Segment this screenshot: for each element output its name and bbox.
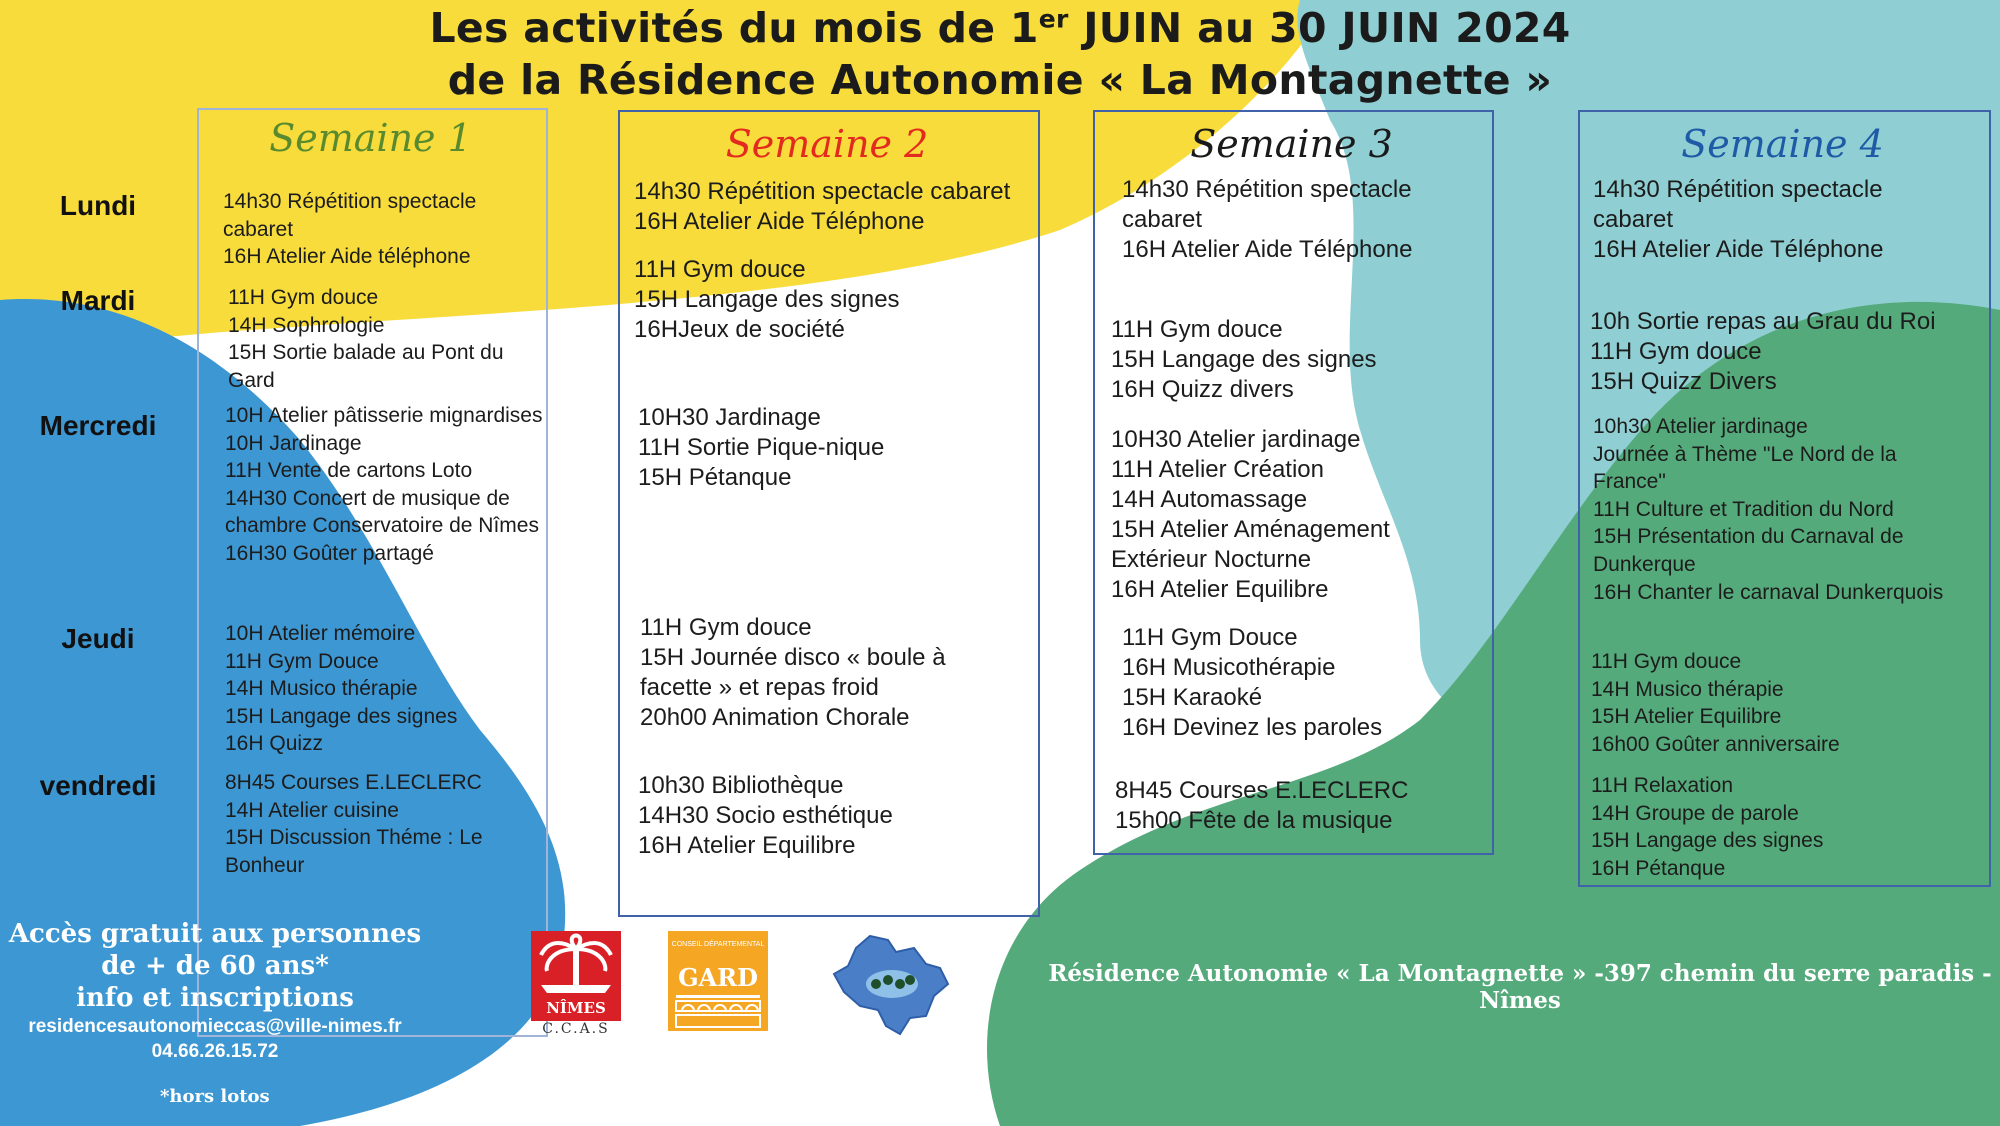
activity-item: Journée à Thème "Le Nord de la France" xyxy=(1593,442,1897,494)
activity-item: 11H Gym douce xyxy=(228,286,379,309)
nimes-ccas-logo xyxy=(531,931,621,1021)
activity-item: 10H30 Jardinage xyxy=(638,404,821,431)
activity-item: 15H Langage des signes xyxy=(225,704,458,728)
title-sup: er xyxy=(1038,4,1069,34)
activity-item: 15H Langage des signes xyxy=(1111,346,1377,373)
activity-item: 10h30 Atelier jardinage xyxy=(1593,415,1808,438)
activity-item: 11H Relaxation xyxy=(1591,774,1734,797)
activity-item: 10h30 Bibliothèque xyxy=(638,772,844,799)
activity-item: 15H Journée disco « boule à facette » et repas froid xyxy=(640,644,946,701)
activity-item: 15H Atelier Equilibre xyxy=(1591,705,1782,729)
week-4-jeudi xyxy=(1591,648,1971,758)
title-text-a: Les activités du mois de 1 xyxy=(429,4,1039,52)
activity-item: 15H Pétanque xyxy=(638,464,792,491)
pont-du-gard-icon xyxy=(668,991,768,1031)
activity-item: 16h00 Goûter anniversaire xyxy=(1591,732,1840,756)
activity-item: 16H Atelier Aide Téléphone xyxy=(1593,236,1884,263)
title-line-1 xyxy=(0,4,2000,52)
week-2-lundi xyxy=(634,177,1034,237)
week-1-mardi xyxy=(228,284,538,394)
activity-item: 15H Discussion Théme : Le Bonheur xyxy=(225,826,483,877)
activity-item: 14h30 Répétition spectacle cabaret xyxy=(634,178,1011,205)
gard-map-icon xyxy=(830,930,955,1040)
activity-item: 15H Atelier Aménagement Extérieur Nocturne xyxy=(1111,516,1390,573)
week-1-mercredi xyxy=(225,402,545,568)
week-2-mardi xyxy=(634,255,1024,345)
activity-item: 14H30 Concert de musique de chambre Conservatoire de Nîmes xyxy=(225,486,539,538)
activity-item: 16H Musicothérapie xyxy=(1122,654,1336,681)
activity-item: 16H Atelier Aide Téléphone xyxy=(1122,236,1413,263)
activity-item: 14H Groupe de parole xyxy=(1591,801,1799,825)
gard-logo-text: GARD xyxy=(678,963,758,992)
week-4-heading: Semaine 4 xyxy=(1681,122,1884,166)
activity-item: 10h Sortie repas au Grau du Roi xyxy=(1590,308,1936,335)
palm-crocodile-icon xyxy=(531,931,621,1001)
activity-item: 11H Atelier Création xyxy=(1111,456,1324,483)
activity-item: 11H Gym Douce xyxy=(1122,624,1298,651)
activity-item: 15H Sortie balade au Pont du Gard xyxy=(228,341,504,392)
activity-item: 11H Gym douce xyxy=(634,256,806,283)
activity-item: 8H45 Courses E.LECLERC xyxy=(1115,777,1409,804)
day-label-vendredi: vendredi xyxy=(39,770,157,801)
activity-item: 16H Quizz xyxy=(225,732,324,756)
week-3-lundi xyxy=(1122,175,1462,265)
access-info xyxy=(0,918,430,1064)
activity-item: 16H Atelier Equilibre xyxy=(638,832,856,859)
activity-item: 10H Atelier mémoire xyxy=(225,622,416,645)
activity-item: 11H Gym douce xyxy=(1111,316,1283,343)
day-label-jeudi: Jeudi xyxy=(61,623,135,654)
week-2-mercredi xyxy=(638,403,1018,493)
week-3-heading: Semaine 3 xyxy=(1190,122,1393,166)
activity-item: 10H Atelier pâtisserie mignardises xyxy=(225,404,543,427)
footnote: *hors lotos xyxy=(160,1086,270,1107)
activity-item: 14H Musico thérapie xyxy=(1591,677,1784,701)
week-1-lundi xyxy=(223,188,533,271)
activity-item: 10H30 Atelier jardinage xyxy=(1111,426,1361,453)
activity-item: 11H Culture et Tradition du Nord xyxy=(1593,497,1894,521)
access-line-3: info et inscriptions xyxy=(76,983,354,1013)
day-label-mercredi: Mercredi xyxy=(39,410,157,441)
activity-item: 14H Atelier cuisine xyxy=(225,798,399,822)
activity-item: 16H Chanter le carnaval Dunkerquois xyxy=(1593,580,1944,604)
activity-item: 20h00 Animation Chorale xyxy=(640,704,910,731)
gard-logo-small-text: CONSEIL DÉPARTEMENTAL xyxy=(671,941,765,948)
week-3-vendredi xyxy=(1115,776,1475,836)
activity-item: 11H Gym Douce xyxy=(225,649,379,673)
activity-item: 16H Devinez les paroles xyxy=(1122,714,1383,741)
week-3-jeudi xyxy=(1122,623,1472,743)
activity-item: 16H Atelier Equilibre xyxy=(1111,576,1329,603)
activity-item: 11H Vente de cartons Loto xyxy=(225,459,473,483)
activity-item: 14h30 Répétition spectacle cabaret xyxy=(1593,176,1883,233)
week-4-mardi xyxy=(1590,307,1985,397)
activity-item: 15H Langage des signes xyxy=(1591,829,1824,853)
access-line-1: Accès gratuit aux personnes xyxy=(8,919,422,949)
activity-item: 15H Quizz Divers xyxy=(1590,368,1777,395)
title-line-2: de la Résidence Autonomie « La Montagnette » xyxy=(447,56,1553,104)
activity-item: 11H Gym douce xyxy=(1591,650,1742,673)
residence-address: Résidence Autonomie « La Montagnette » -397 chemin du serre paradis - Nîmes xyxy=(1048,960,1992,1014)
week-4-vendredi xyxy=(1591,772,1971,882)
access-line-2: de + de 60 ans* xyxy=(101,951,329,981)
activity-item: 11H Gym douce xyxy=(1590,338,1762,365)
activity-item: 16HJeux de société xyxy=(634,316,845,343)
activity-item: 16H Atelier Aide téléphone xyxy=(223,245,471,269)
week-2-heading: Semaine 2 xyxy=(725,122,929,166)
activity-item: 16H30 Goûter partagé xyxy=(225,541,434,565)
activity-item: 11H Gym douce xyxy=(640,614,812,641)
contact-email[interactable]: residencesautonomieccas@ville-nimes.fr xyxy=(28,1016,402,1037)
week-4-lundi xyxy=(1593,175,1943,265)
activity-item: 15H Langage des signes xyxy=(634,286,900,313)
activity-item: 16H Atelier Aide Téléphone xyxy=(634,208,925,235)
activity-item: 14H30 Socio esthétique xyxy=(638,802,893,829)
week-2-jeudi xyxy=(640,613,990,733)
nimes-logo-text: NÎMES xyxy=(546,999,606,1017)
activity-item: 8H45 Courses E.LECLERC xyxy=(225,771,482,794)
week-1-heading: Semaine 1 xyxy=(269,116,472,160)
activity-item: 10H Jardinage xyxy=(225,431,362,455)
ccas-logo-subtitle: C.C.A.S xyxy=(542,1021,610,1037)
activity-item: 14h30 Répétition spectacle cabaret xyxy=(1122,176,1412,233)
activity-item: 15H Karaoké xyxy=(1122,684,1263,711)
day-label-lundi: Lundi xyxy=(59,190,137,221)
title-text-b: JUIN au 30 JUIN 2024 xyxy=(1068,4,1571,52)
day-label-mardi: Mardi xyxy=(60,285,136,316)
week-3-mardi xyxy=(1111,315,1481,405)
week-4-mercredi xyxy=(1593,413,1973,606)
activity-item: 15H Présentation du Carnaval de Dunkerque xyxy=(1593,525,1904,576)
activity-item: 16H Quizz divers xyxy=(1111,376,1294,403)
activity-item: 16H Pétanque xyxy=(1591,856,1726,880)
week-1-jeudi xyxy=(225,620,545,758)
activity-item: 11H Sortie Pique-nique xyxy=(638,434,885,461)
week-1-vendredi xyxy=(225,769,525,879)
contact-phone: 04.66.26.15.72 xyxy=(151,1041,279,1062)
week-2-vendredi xyxy=(638,771,1018,861)
activity-item: 14H Musico thérapie xyxy=(225,677,418,701)
activity-item: 15h00 Fête de la musique xyxy=(1115,807,1393,834)
week-3-mercredi xyxy=(1111,425,1481,605)
activity-item: 14H Sophrologie xyxy=(228,313,385,337)
activity-item: 14H Automassage xyxy=(1111,486,1308,513)
gard-logo xyxy=(668,931,768,1031)
activity-item: 14h30 Répétition spectacle cabaret xyxy=(223,190,477,241)
